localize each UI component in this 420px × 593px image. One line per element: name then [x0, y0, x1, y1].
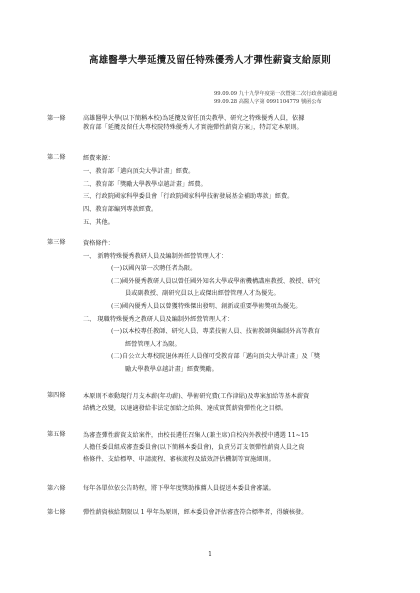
article-line: 資格條件： — [83, 240, 114, 247]
approval-note-announcement: 99.09.28 高醫人字第 0991104779 號函公布 — [214, 99, 322, 105]
list-item: 三、行政院國家科學委員會「行政院國家科學技術發展基金補助專款」經費。 — [83, 193, 294, 201]
article-line: 格條件、支給標準、申請流程、審核流程及績效評估機制等實施細則。 — [83, 456, 275, 463]
list-item: 四、教育部編列專款經費。 — [83, 206, 158, 214]
list-subitem: (三)國內優秀人員以曾獲特殊傑出發明、創新或重要學術獎項為優先。 — [111, 302, 302, 310]
article-body — [83, 238, 386, 377]
article-6 — [47, 484, 386, 493]
list-subitem-continued: 勵大學教學卓越計畫」經費獎勵。 — [125, 365, 218, 373]
list-subitem: (二)國外優秀教研人員以曾任國外知名大學或學術機構講座教授、教授、研究 — [111, 277, 321, 285]
article-number: 第二條 — [47, 154, 66, 161]
article-5 — [47, 430, 386, 466]
article-body — [83, 114, 386, 132]
article-body — [83, 484, 386, 493]
approval-note-meeting: 99.09.09 九十九學年度第一次暨第二次行政會議通過 — [214, 91, 338, 97]
list-item: 五、其他。 — [83, 218, 114, 226]
article-number: 第七條 — [47, 509, 66, 516]
list-item: 一、教育部「邁向頂尖大學計畫」經費。 — [83, 167, 195, 175]
article-body — [83, 153, 386, 230]
list-item: 二、教育部「獎勵大學教學卓越計畫」經費。 — [83, 180, 207, 188]
article-line: 每年各單位依公告時程，將下學年度獎助推薦人員提送本委員會審議。 — [83, 485, 275, 492]
article-body — [83, 391, 386, 415]
list-subitem-continued: 員或副教授、副研究員以上或傑出經營管理人才為優先。 — [125, 290, 280, 298]
article-2 — [47, 153, 386, 230]
approval-notes — [214, 90, 337, 106]
list-item: 一、 新聘特殊優秀教研人員及編制外經營管理人才： — [83, 252, 228, 260]
article-7 — [47, 508, 386, 517]
article-line: 經費來源： — [83, 155, 114, 162]
article-3 — [47, 238, 386, 377]
document-title: 高雄醫學大學延攬及留任特殊優秀人才彈性薪資支給原則 — [89, 55, 331, 66]
article-line: 教育部「延攬及留任大專校院特殊優秀人才實施彈性薪資方案」，特訂定本原則。 — [83, 124, 303, 131]
article-line: 高雄醫學大學(以下簡稱本校)為延攬及留任頂尖教學、研究之特殊優秀人員，依據 — [83, 115, 305, 122]
article-line: 本原則不牽動現行月支本薪(年功薪)、學術研究費(工作津貼)及專案加給等基本薪資 — [83, 393, 310, 400]
article-number: 第三條 — [47, 239, 66, 246]
article-1 — [47, 114, 386, 132]
article-number: 第四條 — [47, 392, 66, 399]
article-number: 第一條 — [47, 115, 66, 122]
article-line: 彈性薪資核給期限以 1 學年為原則，經本委員會評估審查符合標準者，得續核發。 — [83, 509, 308, 516]
list-subitem: (一)以本校專任教師、研究人員、專業技術人員、技術教師與編制外高等教育 — [111, 328, 321, 336]
article-line: 人擔任委員組成審查委員會(以下簡稱本委員會)，負責另訂支領彈性薪資人員之資 — [83, 444, 305, 451]
article-body — [83, 430, 386, 466]
article-number: 第六條 — [47, 485, 66, 492]
list-item: 二、 現職特殊優秀之教研人員及編制外經營管理人才： — [83, 315, 234, 323]
article-line: 結構之改變，以達適發給非法定加給之給與、達成實質薪資彈性化之目標。 — [83, 405, 288, 412]
list-subitem: (一)以國內第一次聘任者為限。 — [111, 265, 197, 273]
article-line: 為審查彈性薪資支給案件，由校長遴任召集人(兼主席)自校內外教授中遴選 11~15 — [83, 432, 309, 439]
page-number: 1 — [208, 551, 212, 558]
article-number: 第五條 — [47, 431, 66, 438]
article-body — [83, 508, 386, 517]
list-subitem: (二)自公立大專校院退休再任人員僅可受教育部「邁向頂尖大學計畫」及「獎 — [111, 353, 321, 361]
article-4 — [47, 391, 386, 415]
list-subitem-continued: 經營管理人才為限。 — [125, 340, 181, 348]
